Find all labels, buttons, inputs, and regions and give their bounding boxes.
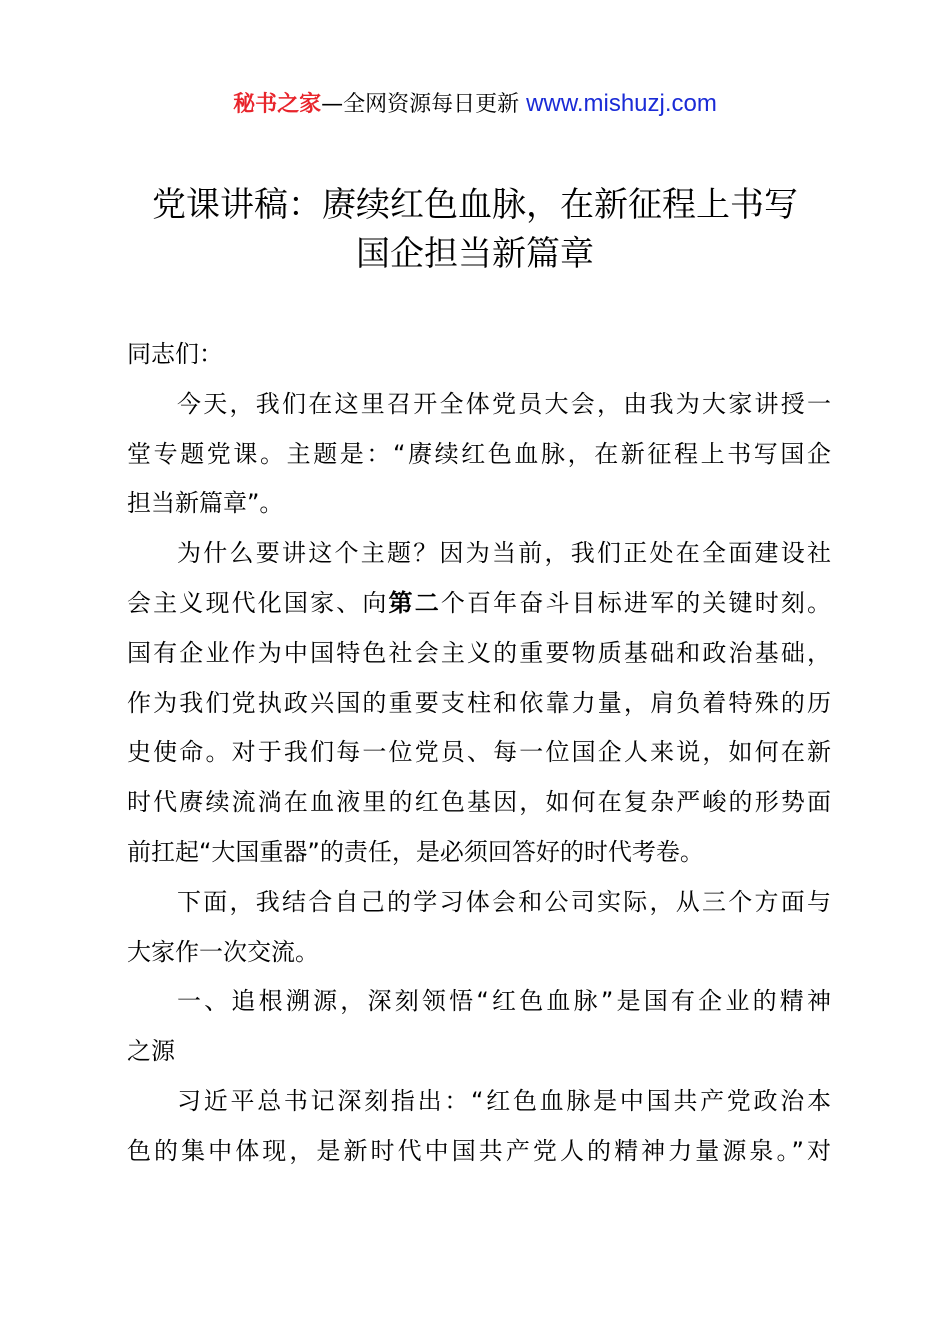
- paragraph-line: [127, 579, 831, 629]
- banner-tagline: —全网资源每日更新: [321, 92, 527, 117]
- section-heading: 一、追根溯源，深刻领悟“红色血脉”是国有企业的精神: [177, 987, 831, 1016]
- text-span: 个百年奋斗目标进军的关键时刻。: [440, 588, 832, 617]
- bold-text: 第二: [388, 588, 441, 617]
- site-url-link[interactable]: www.mishuzj.com: [526, 90, 717, 117]
- paragraph-line: 习近平总书记深刻指出：“红色血脉是中国共产党政治本: [177, 1086, 831, 1115]
- paragraph-line: 史使命。对于我们每一位党员、每一位国企人来说，如何在新: [127, 738, 831, 767]
- salutation: 同志们：: [127, 340, 223, 368]
- text-span: 会主义现代化国家、向: [127, 588, 389, 617]
- paragraph-line: 色的集中体现，是新时代中国共产党人的精神力量源泉。”对: [127, 1136, 831, 1165]
- paragraph-line: 时代赓续流淌在血液里的红色基因，如何在复杂严峻的形势面: [127, 788, 831, 817]
- paragraph-line: 大家作一次交流。: [127, 937, 319, 966]
- document-body: [127, 330, 831, 1177]
- paragraph-line: 前扛起“大国重器”的责任，是必须回答好的时代考卷。: [127, 837, 704, 866]
- paragraph-line: 今天，我们在这里召开全体党员大会，由我为大家讲授一: [177, 389, 831, 418]
- paragraph-line: 作为我们党执政兴国的重要支柱和依靠力量，肩负着特殊的历: [127, 688, 831, 717]
- paragraph-line: 担当新篇章”。: [127, 489, 284, 518]
- paragraph-line: 下面，我结合自己的学习体会和公司实际，从三个方面与: [177, 887, 831, 916]
- title-line: 国企担当新篇章: [356, 234, 594, 274]
- paragraph-line: 为什么要讲这个主题？因为当前，我们正处在全面建设社: [177, 539, 831, 568]
- brand-name: 秘书之家: [233, 92, 322, 117]
- paragraph-line: 堂专题党课。主题是：“赓续红色血脉，在新征程上书写国企: [127, 439, 831, 468]
- title-line: 党课讲稿：赓续红色血脉，在新征程上书写: [152, 185, 798, 225]
- paragraph-line: 国有企业作为中国特色社会主义的重要物质基础和政治基础，: [127, 638, 831, 667]
- document-title: [0, 181, 950, 279]
- section-heading: 之源: [127, 1037, 175, 1066]
- site-banner: [0, 88, 950, 121]
